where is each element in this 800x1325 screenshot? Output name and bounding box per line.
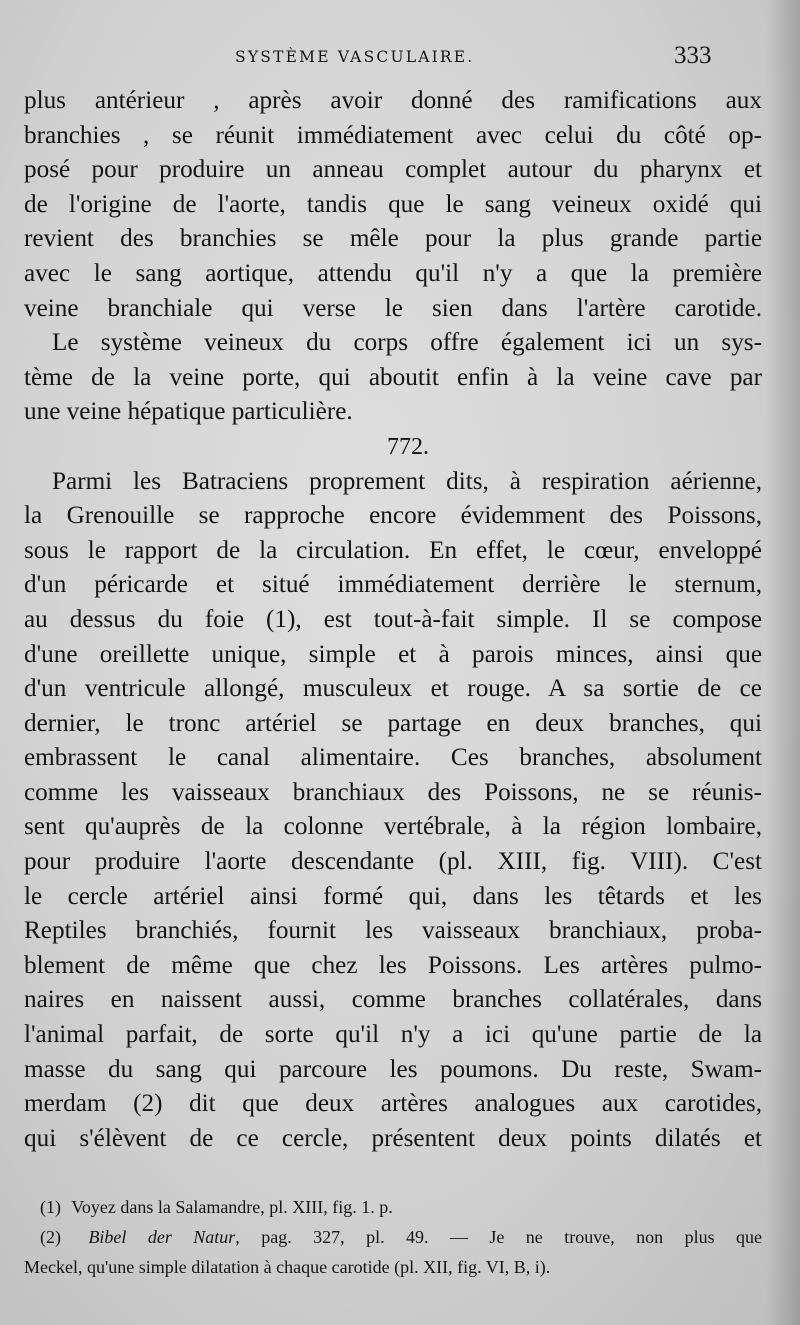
text-line: blement de même que chez les Poissons. Les artères pulmo- — [24, 951, 762, 979]
text-line: branchies , se réunit immédiatement avec celui du côté op- — [24, 121, 762, 149]
text-line: une veine hépatique particulière. — [24, 398, 353, 426]
body-text — [24, 84, 762, 1156]
text-line: avec le sang aortique, attendu qu'il n'y a que la première — [24, 259, 762, 287]
text-line: l'animal parfait, de sorte qu'il n'y a ici qu'une partie de la — [24, 1021, 762, 1049]
footnote-marker: (1) — [40, 1197, 61, 1217]
paragraph-2 — [24, 326, 762, 430]
text-line: qui s'élèvent de ce cercle, présentent deux points dilatés et — [24, 1124, 762, 1152]
page-edge-shadow — [766, 0, 800, 1325]
text-line: Le système veineux du corps offre également ici un sys- — [52, 329, 762, 357]
text-line: sous le rapport de la circulation. En effet, le cœur, enveloppé — [24, 536, 762, 564]
paragraph-3 — [24, 465, 762, 1157]
text-line: d'un ventricule allongé, musculeux et rouge. A sa sortie de ce — [24, 675, 762, 703]
text-line: masse du sang qui parcoure les poumons. Du reste, Swam- — [24, 1055, 762, 1083]
footnotes — [24, 1192, 763, 1282]
text-line: comme les vaisseaux branchiaux des Poissons, ne se réunis- — [24, 778, 762, 806]
text-line: posé pour produire un anneau complet autour du pharynx et — [24, 156, 762, 184]
text-line: au dessus du foie (1), est tout-à-fait simple. Il se compose — [24, 605, 762, 633]
text-line: merdam (2) dit que deux artères analogues aux carotides, — [24, 1090, 762, 1118]
text-line: veine branchiale qui verse le sien dans l'artère carotide. — [24, 294, 762, 322]
footnote-book-title: Bibel der Natur — [88, 1227, 236, 1247]
footnote-text: Voyez dans la Salamandre, pl. XIII, fig. 1. p. — [71, 1197, 393, 1217]
text-line: Reptiles branchiés, fournit les vaisseaux branchiaux, proba- — [24, 917, 762, 945]
text-line: embrassent le canal alimentaire. Ces branches, absolument — [24, 744, 762, 772]
text-line: dernier, le tronc artériel se partage en deux branches, qui — [24, 709, 762, 737]
text-line: d'un péricarde et situé immédiatement derrière le sternum, — [24, 571, 762, 599]
text-line: Parmi les Batraciens proprement dits, à respiration aérienne, — [52, 467, 762, 495]
text-line: la Grenouille se rapproche encore évidemment des Poissons, — [24, 502, 762, 530]
footnote-marker: (2) — [40, 1227, 61, 1247]
text-line: plus antérieur , après avoir donné des ramifications aux — [24, 87, 762, 114]
text-line: sent qu'auprès de la colonne vertébrale, à la région lombaire, — [24, 813, 762, 841]
text-line: le cercle artériel ainsi formé qui, dans les têtards et les — [24, 882, 762, 910]
text-line: d'une oreillette unique, simple et à parois minces, ainsi que — [24, 640, 762, 668]
running-title: SYSTÈME VASCULAIRE. — [235, 48, 475, 66]
text-line: pour produire l'aorte descendante (pl. XIII, fig. VIII). C'est — [24, 848, 762, 876]
footnote-2 — [40, 1222, 762, 1252]
page-header — [0, 44, 800, 80]
paragraph-1 — [24, 84, 762, 326]
footnote-2-continuation: Meckel, qu'une simple dilatation à chaque carotide (pl. XII, fig. VI, B, i). — [24, 1257, 551, 1277]
text-line: naires en naissent aussi, comme branches collatérales, dans — [24, 986, 762, 1014]
page-number: 333 — [674, 42, 712, 69]
text-line: tème de la veine porte, qui aboutit enfin à la veine cave par — [24, 363, 762, 391]
footnote-text: , pag. 327, pl. 49. — Je ne trouve, non plus que — [235, 1227, 763, 1247]
text-line: revient des branchies se mêle pour la plus grande partie — [24, 225, 762, 253]
footnote-1 — [40, 1192, 762, 1222]
section-number: 772. — [387, 433, 429, 460]
text-line: de l'origine de l'aorte, tandis que le sang veineux oxidé qui — [24, 190, 762, 218]
